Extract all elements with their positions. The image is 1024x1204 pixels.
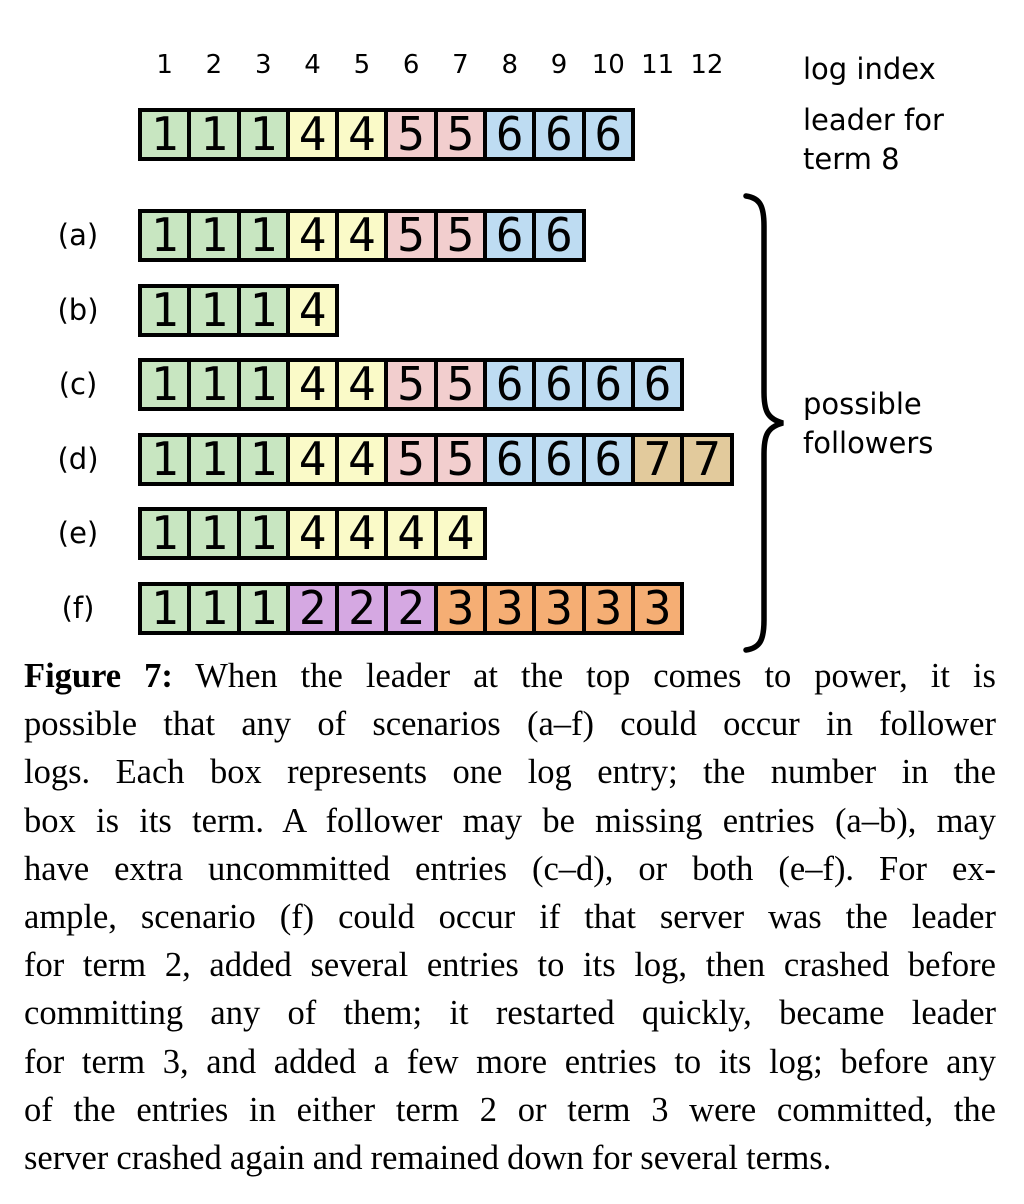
log-entry: 2 bbox=[286, 582, 339, 635]
log-entry: 1 bbox=[237, 284, 290, 337]
log-entry: 6 bbox=[483, 433, 536, 486]
log-entry: 5 bbox=[434, 358, 487, 411]
log-index-number: 5 bbox=[353, 50, 371, 80]
log-entry: 5 bbox=[434, 209, 487, 262]
log-entry: 1 bbox=[138, 507, 191, 560]
follower-label-e: (e) bbox=[57, 516, 99, 550]
log-entry: 3 bbox=[582, 582, 635, 635]
log-entry: 6 bbox=[483, 209, 536, 262]
caption-line: Figure 7: When the leader at the top comes to power, it is bbox=[24, 657, 996, 695]
caption-line: server crashed again and remained down for several terms. bbox=[24, 1139, 832, 1178]
log-index-number: 8 bbox=[501, 50, 518, 80]
leader-log-row bbox=[138, 108, 635, 161]
log-entry: 1 bbox=[187, 209, 240, 262]
follower-log-row-d bbox=[138, 433, 734, 486]
caption-line: for term 2, added several entries to its log, then crashed before bbox=[24, 946, 996, 985]
follower-label-c: (c) bbox=[58, 367, 98, 401]
curly-brace-icon bbox=[736, 190, 796, 655]
log-entry: 6 bbox=[532, 433, 585, 486]
caption-line: for term 3, and added a few more entries to its log; before any bbox=[24, 1042, 996, 1081]
log-entry: 1 bbox=[237, 507, 290, 560]
follower-log-row-f bbox=[138, 582, 684, 635]
log-entry: 5 bbox=[434, 108, 487, 161]
caption-line: possible that any of scenarios (a–f) could occur in follower bbox=[24, 705, 996, 744]
log-entry: 7 bbox=[680, 433, 733, 486]
possible-followers-line1: possible bbox=[803, 387, 922, 421]
log-entry: 1 bbox=[187, 507, 240, 560]
caption-line: logs. Each box represents one log entry; the number in the bbox=[24, 753, 996, 792]
log-entry: 4 bbox=[335, 433, 388, 486]
follower-label-a: (a) bbox=[57, 218, 99, 252]
log-entry: 6 bbox=[532, 358, 585, 411]
log-entry: 2 bbox=[335, 582, 388, 635]
log-entry: 7 bbox=[631, 433, 684, 486]
log-entry: 1 bbox=[138, 108, 191, 161]
follower-log-row-b bbox=[138, 284, 339, 337]
follower-label-b: (b) bbox=[57, 293, 99, 327]
log-entry: 1 bbox=[237, 433, 290, 486]
log-entry: 4 bbox=[335, 108, 388, 161]
log-entry: 6 bbox=[483, 358, 536, 411]
figure-caption bbox=[24, 652, 996, 1182]
log-entry: 4 bbox=[384, 507, 437, 560]
log-entry: 1 bbox=[187, 358, 240, 411]
log-entry: 4 bbox=[335, 507, 388, 560]
follower-log-row-a bbox=[138, 209, 586, 262]
log-entry: 6 bbox=[483, 108, 536, 161]
log-index-number: 7 bbox=[452, 50, 469, 80]
log-entry: 4 bbox=[286, 433, 339, 486]
follower-log-row-c bbox=[138, 358, 684, 411]
follower-label-d: (d) bbox=[57, 442, 99, 476]
log-entry: 1 bbox=[138, 582, 191, 635]
log-entry: 3 bbox=[532, 582, 585, 635]
log-entry: 5 bbox=[384, 358, 437, 411]
log-entry: 5 bbox=[434, 433, 487, 486]
log-entry: 1 bbox=[138, 358, 191, 411]
log-entry: 6 bbox=[582, 358, 635, 411]
log-entry: 1 bbox=[237, 358, 290, 411]
log-entry: 4 bbox=[286, 209, 339, 262]
leader-term-label bbox=[803, 101, 944, 179]
follower-log-row-e bbox=[138, 507, 487, 560]
possible-followers-label bbox=[803, 385, 933, 463]
log-entry: 1 bbox=[187, 284, 240, 337]
log-entry: 4 bbox=[286, 284, 339, 337]
log-entry: 4 bbox=[286, 108, 339, 161]
log-index-label: log index bbox=[803, 52, 936, 86]
log-entry: 5 bbox=[384, 433, 437, 486]
log-index-number: 2 bbox=[205, 50, 223, 80]
log-entry: 1 bbox=[187, 582, 240, 635]
log-index-number: 1 bbox=[156, 50, 173, 80]
log-entry: 1 bbox=[138, 209, 191, 262]
log-entry: 1 bbox=[237, 108, 290, 161]
caption-line: committing any of them; it restarted quickly, became leader bbox=[24, 994, 996, 1033]
log-index-number: 6 bbox=[402, 50, 420, 80]
caption-figure-label: Figure 7: bbox=[24, 657, 173, 695]
log-entry: 4 bbox=[434, 507, 487, 560]
log-entry: 3 bbox=[631, 582, 684, 635]
leader-term-label-line2: term 8 bbox=[803, 142, 900, 176]
log-index-row bbox=[140, 48, 732, 82]
log-index-number: 9 bbox=[550, 50, 568, 80]
log-entry: 4 bbox=[286, 507, 339, 560]
log-entry: 5 bbox=[384, 108, 437, 161]
log-entry: 6 bbox=[532, 209, 585, 262]
log-entry: 6 bbox=[582, 433, 635, 486]
caption-line: of the entries in either term 2 or term 3 were committed, the bbox=[24, 1090, 996, 1129]
log-entry: 1 bbox=[237, 582, 290, 635]
log-index-number: 10 bbox=[591, 50, 625, 80]
log-entry: 4 bbox=[286, 358, 339, 411]
log-entry: 6 bbox=[631, 358, 684, 411]
log-index-number: 12 bbox=[690, 50, 724, 80]
log-entry: 6 bbox=[582, 108, 635, 161]
caption-line: have extra uncommitted entries (c–d), or both (e–f). For ex- bbox=[24, 849, 996, 888]
leader-term-label-line1: leader for bbox=[803, 103, 944, 137]
follower-label-f: (f) bbox=[61, 591, 95, 625]
log-entry: 2 bbox=[384, 582, 437, 635]
caption-line: ample, scenario (f) could occur if that server was the leader bbox=[24, 898, 996, 937]
log-entry: 3 bbox=[434, 582, 487, 635]
log-entry: 5 bbox=[384, 209, 437, 262]
log-entry: 6 bbox=[532, 108, 585, 161]
log-index-number: 11 bbox=[641, 50, 675, 80]
log-index-number: 4 bbox=[304, 50, 321, 80]
log-entry: 1 bbox=[237, 209, 290, 262]
possible-followers-line2: followers bbox=[803, 426, 934, 460]
log-entry: 1 bbox=[187, 108, 240, 161]
log-entry: 4 bbox=[335, 358, 388, 411]
log-entry: 4 bbox=[335, 209, 388, 262]
log-entry: 1 bbox=[138, 433, 191, 486]
log-entry: 3 bbox=[483, 582, 536, 635]
log-index-number: 3 bbox=[254, 50, 272, 80]
log-entry: 1 bbox=[187, 433, 240, 486]
caption-line: box is its term. A follower may be missing entries (a–b), may bbox=[24, 801, 996, 840]
log-entry: 1 bbox=[138, 284, 191, 337]
